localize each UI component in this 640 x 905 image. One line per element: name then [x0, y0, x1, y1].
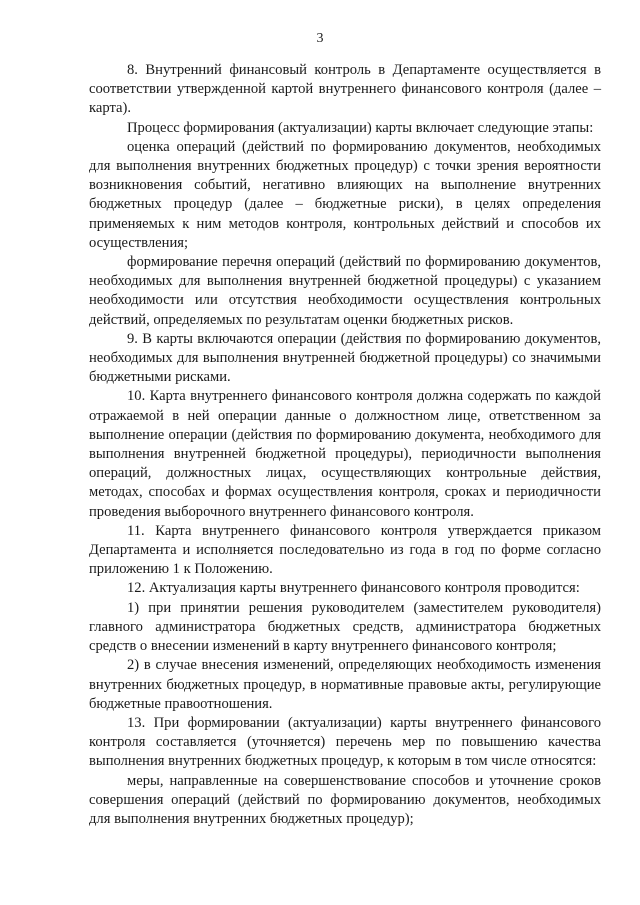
paragraph-11: 11. Карта внутреннего финансового контроля утверждается приказом Департамента и исполняется последовательно из года в год по форме согласно приложению 1 к Положению.	[89, 522, 601, 578]
paragraph-12-item-1: 1) при принятии решения руководителем (заместителем руководителя) главного администратора бюджетных средств, администратора бюджетных средств о внесении изменений в карту внутреннего финансового контроля;	[89, 599, 601, 655]
page-number: 3	[316, 31, 324, 46]
paragraph-stage-assessment: оценка операций (действий по формированию документов, необходимых для выполнения внутренних бюджетных процедур) с точки зрения вероятности возникновения событий, негативно влияющих на выполнение внутренних бюджетных процедур (далее – бюджетные риски), в целях определения применяемых к ним методов контроля, контрольных действий и способов их осуществления;	[89, 138, 601, 251]
paragraph-12-item-2: 2) в случае внесения изменений, определяющих необходимость изменения внутренних бюджетных процедур, в нормативные правовые акты, регулирующие бюджетные правоотношения.	[89, 657, 601, 712]
paragraph-13: 13. При формировании (актуализации) карты внутреннего финансового контроля составляется (уточняется) перечень мер по повышению качества выполнения внутренних бюджетных процедур, к которым в том числе относятся:	[89, 714, 601, 770]
paragraph-9: 9. В карты включаются операции (действия по формированию документов, необходимых для выполнения внутренней бюджетной процедуры) со значимыми бюджетными рисками.	[89, 330, 601, 386]
paragraph-process-intro: Процесс формирования (актуализации) карты включает следующие этапы:	[127, 119, 594, 136]
paragraph-stage-list: формирование перечня операций (действий по формированию документов, необходимых для выполнения внутренней бюджетной процедуры) с указанием необходимости или отсутствия необходимости осуществления контрольных действий, определяемых по результатам оценки бюджетных рисков.	[89, 254, 601, 328]
paragraph-10: 10. Карта внутреннего финансового контроля должна содержать по каждой отражаемой в ней операции данные о должностном лице, ответственном за выполнение операции (действия по формированию документа, необходимого для выполнения внутренней бюджетной процедуры), периодичности выполнения операций, должностных лицах, осуществляющих контрольные действия, методах, способах и формах осуществления контроля, сроках и периодичности проведения выборочного внутреннего финансового контроля.	[89, 388, 601, 520]
document-body	[89, 61, 601, 829]
paragraph-12: 12. Актуализация карты внутреннего финансового контроля проводится:	[127, 580, 580, 597]
paragraph-8: 8. Внутренний финансовый контроль в Департаменте осуществляется в соответствии утвержденной картой внутреннего финансового контроля (далее – карта).	[89, 62, 601, 117]
paragraph-13-measures: меры, направленные на совершенствование способов и уточнение сроков совершения операций (действий по формированию документов, необходимых для выполнения внутренних бюджетных процедур);	[89, 772, 601, 827]
